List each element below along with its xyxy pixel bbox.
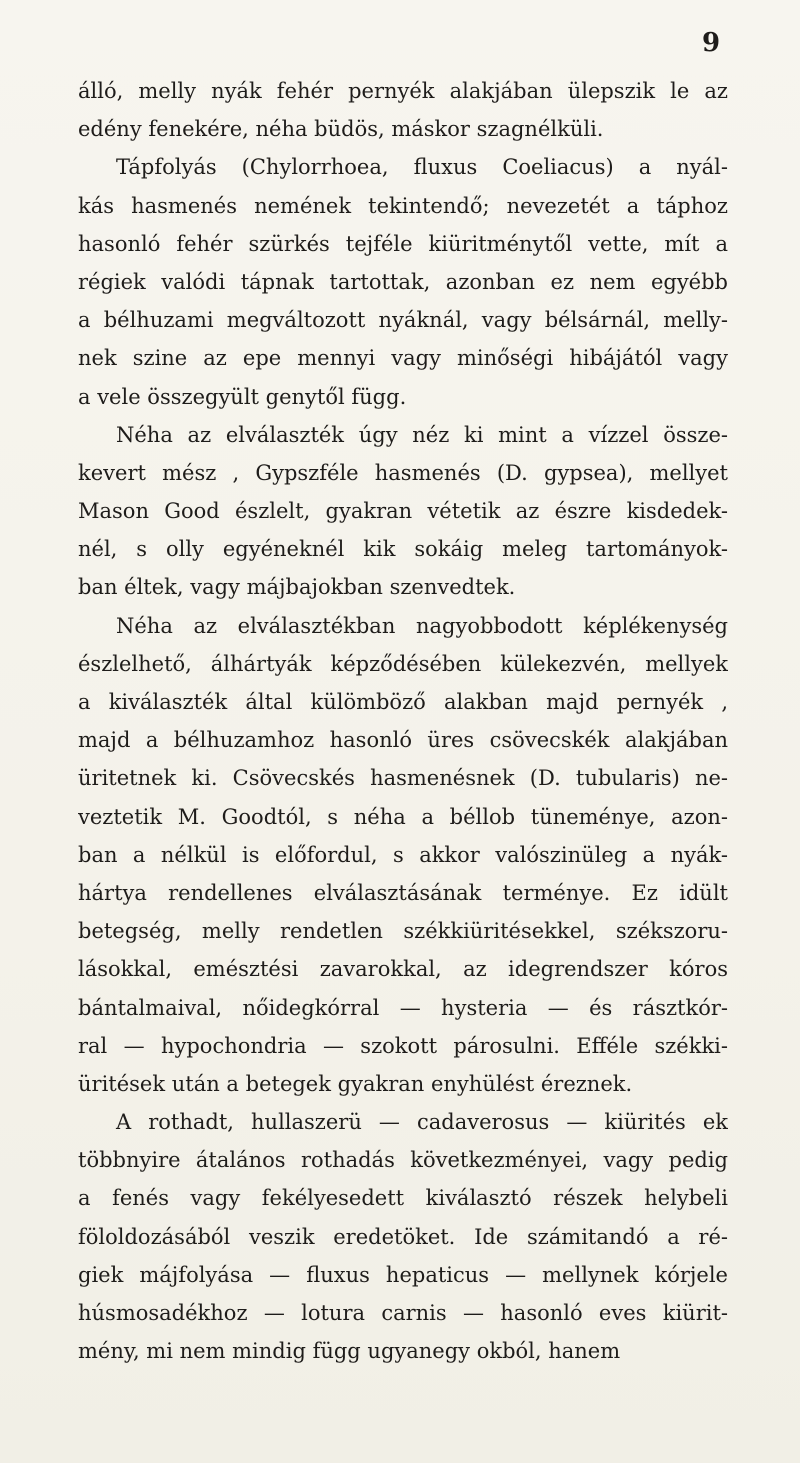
text-line: álló, melly nyák fehér pernyék alakjában ülepszik le az [78, 79, 728, 103]
text-line: föloldozásából veszik eredetöket. Ide számitandó a ré- [78, 1224, 728, 1249]
text-line: lásokkal, emésztési zavarokkal, az idegrendszer kóros [78, 957, 728, 982]
text-line: nél, s olly egyéneknél kik sokáig meleg tartományok- [78, 537, 728, 562]
text-line: húsmosadékhoz — lotura carnis — hasonló eves kiürit- [78, 1301, 728, 1325]
paragraph-first-line: Néha az elválaszték úgy néz ki mint a vízzel össze- [116, 422, 728, 447]
text-line: ban éltek, vagy májbajokban szenvedtek. [78, 575, 516, 600]
text-line: a kiválaszték által külömböző alakban majd pernyék , [78, 690, 728, 714]
paragraph-first-line: Tápfolyás (Chylorrhoea, fluxus Coeliacus) a nyál- [116, 155, 728, 180]
text-line: betegség, melly rendetlen székkiüritésekkel, székszoru- [78, 919, 728, 944]
text-line: veztetik M. Goodtól, s néha a béllob tüneménye, azon- [78, 804, 728, 829]
text-line: mény, mi nem mindig függ ugyanegy okból, hanem [78, 1339, 621, 1364]
body-text [78, 72, 728, 1370]
text-line: ral — hypochondria — szokott párosulni. Efféle székki- [78, 1033, 728, 1058]
text-line: észlelhető, álhártyák képződésében külekezvén, mellyek [78, 651, 728, 676]
text-line: hasonló fehér szürkés tejféle kiüritménytől vette, mít a [78, 231, 728, 256]
text-line: a vele összegyült genytől függ. [78, 384, 407, 409]
text-line: giek májfolyása — fluxus hepaticus — mellynek kórjele [78, 1262, 728, 1287]
text-line: Mason Good észlelt, gyakran vétetik az észre kisdedek- [78, 499, 728, 524]
text-line: bántalmaival, nőidegkórral — hysteria — és rásztkór- [78, 995, 728, 1020]
paragraph-first-line: A rothadt, hullaszerü — cadaverosus — kiürités ek [116, 1110, 728, 1135]
text-line: kás hasmenés nemének tekintendő; nevezetét a táphoz [78, 193, 728, 218]
text-line: üritetnek ki. Csövecskés hasmenésnek (D. tubularis) ne- [78, 766, 728, 791]
text-line: majd a bélhuzamhoz hasonló üres csövecskék alakjában [78, 728, 728, 753]
text-line: a fenés vagy fekélyesedett kiválasztó részek helybeli [78, 1186, 728, 1211]
text-line: nek szine az epe mennyi vagy minőségi hibájától vagy [78, 346, 728, 371]
text-line: hártya rendellenes elválasztásának terménye. Ez idült [78, 880, 728, 905]
page-number: 9 [702, 28, 722, 58]
text-line: edény fenekére, néha büdös, máskor szagnélküli. [78, 117, 604, 142]
paragraph-first-line: Néha az elválasztékban nagyobbodott képlékenység [116, 613, 728, 638]
text-line: kevert mész , Gypszféle hasmenés (D. gypsea), mellyet [78, 460, 728, 485]
text-line: régiek valódi tápnak tartottak, azonban ez nem egyébb [78, 269, 728, 294]
text-line: többnyire átalános rothadás következményei, vagy pedig [78, 1148, 728, 1173]
text-line: ban a nélkül is előfordul, s akkor valószinüleg a nyák- [78, 842, 728, 867]
text-line: a bélhuzami megváltozott nyáknál, vagy bélsárnál, melly- [78, 308, 728, 333]
text-line: üritések után a betegek gyakran enyhülést éreznek. [78, 1071, 633, 1096]
